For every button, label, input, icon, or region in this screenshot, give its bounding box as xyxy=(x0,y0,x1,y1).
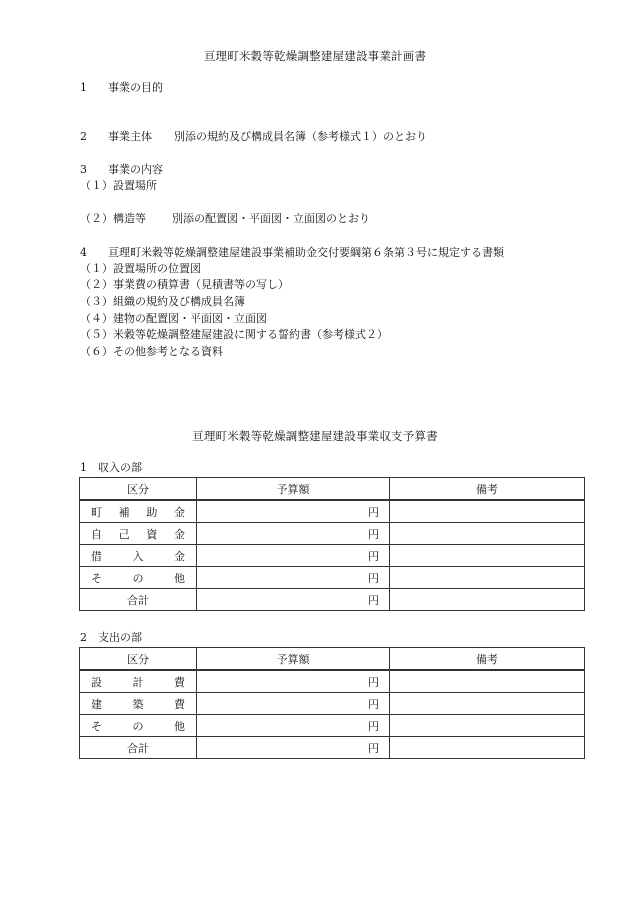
total-remarks[interactable] xyxy=(390,737,585,759)
expense-table xyxy=(79,647,585,759)
table-row xyxy=(80,567,585,589)
table-row xyxy=(80,693,585,715)
section-4-number: 4 xyxy=(80,246,87,259)
row-category: 自己資金 xyxy=(80,523,197,545)
income-heading: 1 収入の部 xyxy=(80,461,142,474)
row-remarks[interactable] xyxy=(390,567,585,589)
header-category: 区分 xyxy=(80,478,197,501)
row-category: 借入金 xyxy=(80,545,197,567)
section-4-item: （４）建物の配置図・平面図・立面図 xyxy=(80,312,267,325)
section-2 xyxy=(80,129,427,145)
row-category: 建築費 xyxy=(80,693,197,715)
header-category: 区分 xyxy=(80,648,197,671)
header-amount: 予算額 xyxy=(197,478,390,501)
row-category: その他 xyxy=(80,715,197,737)
row-category: その他 xyxy=(80,567,197,589)
row-amount[interactable]: 円 xyxy=(197,693,390,715)
row-amount[interactable]: 円 xyxy=(197,567,390,589)
table-row xyxy=(80,500,585,523)
section-4 xyxy=(80,245,504,261)
total-label: 合計 xyxy=(80,737,197,759)
section-1-number: 1 xyxy=(80,81,87,94)
section-3 xyxy=(80,162,163,178)
table-row xyxy=(80,715,585,737)
section-4-item: （５）米穀等乾燥調整建屋建設に関する誓約書（参考様式２） xyxy=(80,328,388,341)
section-2-number: 2 xyxy=(80,130,87,143)
section-4-item: （２）事業費の積算書（見積書等の写し） xyxy=(80,278,289,291)
section-2-text: 別添の規約及び構成員名簿（参考様式１）のとおり xyxy=(174,130,427,143)
row-remarks[interactable] xyxy=(390,670,585,693)
section-4-heading: 亘理町米穀等乾燥調整建屋建設事業補助金交付要綱第６条第３号に規定する書類 xyxy=(108,246,504,259)
section-4-item: （１）設置場所の位置図 xyxy=(80,262,201,275)
section-2-heading: 事業主体 xyxy=(108,130,152,143)
section-1-heading: 事業の目的 xyxy=(108,81,163,94)
row-remarks[interactable] xyxy=(390,693,585,715)
income-table xyxy=(79,477,585,611)
total-label: 合計 xyxy=(80,589,197,611)
row-amount[interactable]: 円 xyxy=(197,715,390,737)
table-row xyxy=(80,545,585,567)
expense-heading: 2 支出の部 xyxy=(80,631,142,644)
income-header-row xyxy=(80,478,585,501)
row-remarks[interactable] xyxy=(390,715,585,737)
row-amount[interactable]: 円 xyxy=(197,500,390,523)
total-remarks[interactable] xyxy=(390,589,585,611)
total-row xyxy=(80,589,585,611)
section-1 xyxy=(80,80,163,96)
section-3-item-2 xyxy=(80,211,370,227)
section-3-item-1: （１）設置場所 xyxy=(80,179,157,192)
section-4-item: （３）組織の規約及び構成員名簿 xyxy=(80,295,245,308)
table-row xyxy=(80,523,585,545)
budget-title: 亘理町米穀等乾燥調整建屋建設事業収支予算書 xyxy=(192,429,438,443)
row-category: 設計費 xyxy=(80,670,197,693)
row-remarks[interactable] xyxy=(390,523,585,545)
header-remarks: 備考 xyxy=(390,648,585,671)
section-3-item-2-label: （２）構造等 xyxy=(80,212,146,225)
row-remarks[interactable] xyxy=(390,545,585,567)
row-category: 町補助金 xyxy=(80,500,197,523)
row-amount[interactable]: 円 xyxy=(197,523,390,545)
header-amount: 予算額 xyxy=(197,648,390,671)
section-3-number: 3 xyxy=(80,163,87,176)
header-remarks: 備考 xyxy=(390,478,585,501)
row-remarks[interactable] xyxy=(390,500,585,523)
total-amount[interactable]: 円 xyxy=(197,589,390,611)
row-amount[interactable]: 円 xyxy=(197,670,390,693)
plan-title: 亘理町米穀等乾燥調整建屋建設事業計画書 xyxy=(203,49,427,63)
section-3-item-2-text: 別添の配置図・平面図・立面図のとおり xyxy=(172,212,370,225)
total-amount[interactable]: 円 xyxy=(197,737,390,759)
row-amount[interactable]: 円 xyxy=(197,545,390,567)
section-4-item: （６）その他参考となる資料 xyxy=(80,345,223,358)
total-row xyxy=(80,737,585,759)
expense-header-row xyxy=(80,648,585,671)
section-3-heading: 事業の内容 xyxy=(108,163,163,176)
table-row xyxy=(80,670,585,693)
